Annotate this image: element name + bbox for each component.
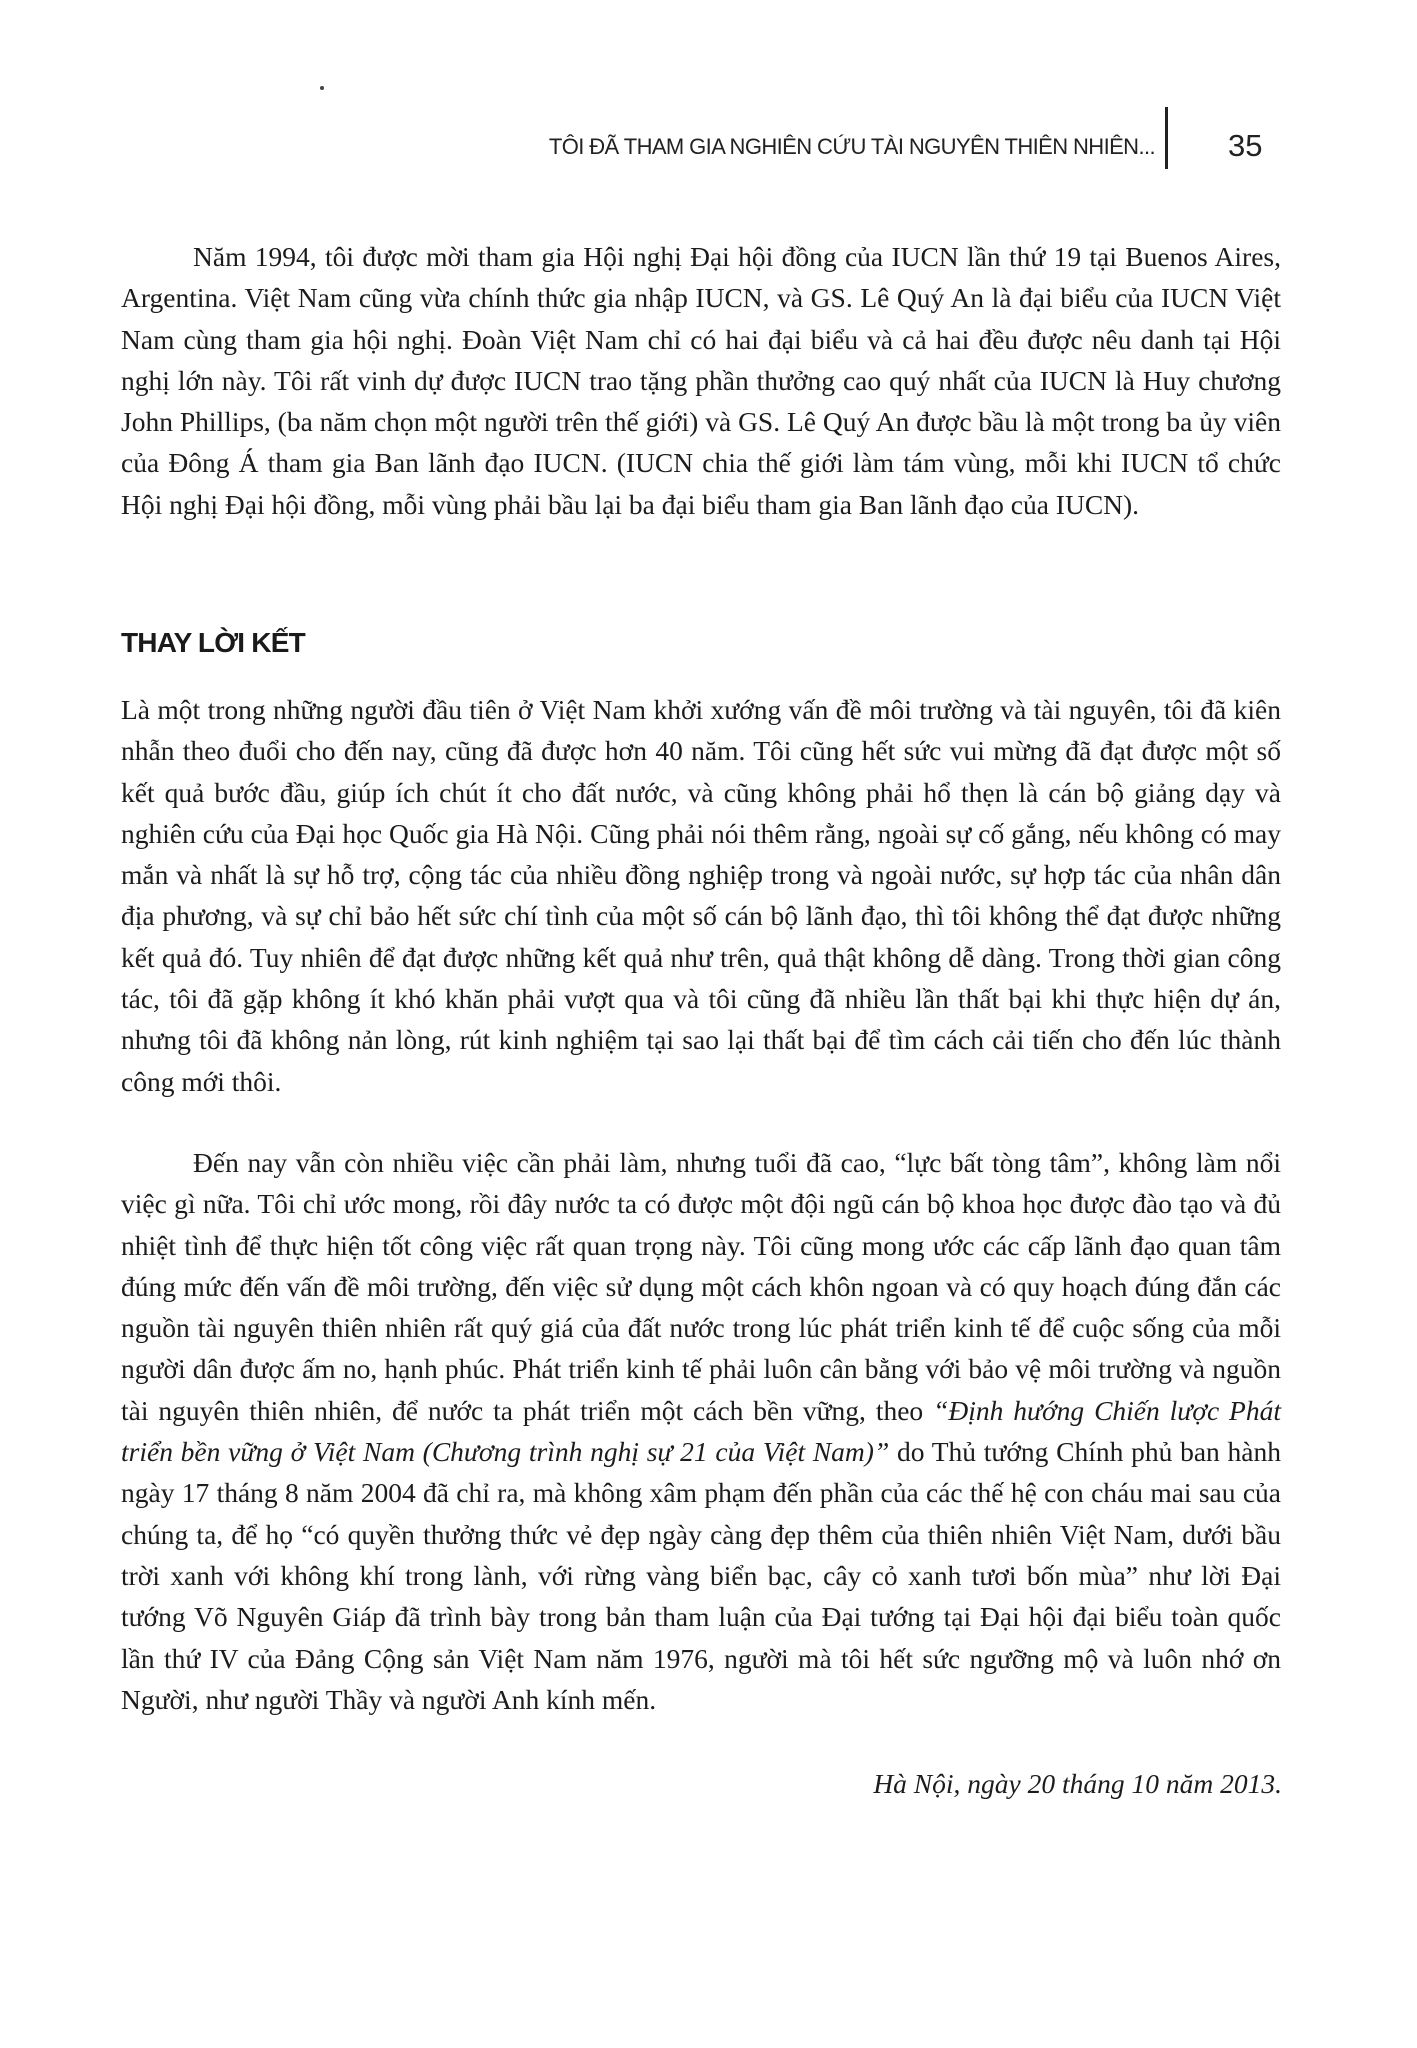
page-number: 35 <box>1228 128 1263 163</box>
paragraph-conclusion-1: Là một trong những người đầu tiên ở Việt Nam khởi xướng vấn đề môi trường và tài nguyên, tôi đã kiên nhẫn theo đuổi cho đến nay, cũng đã được hơn 40 năm. Tôi cũng hết sức vui mừng đã đạt được một số kết quả bước đầu, giúp ích chút ít cho đất nước, và cũng không phải hổ thẹn là cán bộ giảng dạy và nghiên cứu của Đại học Quốc gia Hà Nội. Cũng phải nói thêm rằng, ngoài sự cố gắng, nếu không có may mắn và nhất là sự hỗ trợ, cộng tác của nhiều đồng nghiệp trong và ngoài nước, sự hợp tác của nhân dân địa phương, và sự chỉ bảo hết sức chí tình của một số cán bộ lãnh đạo, thì tôi không thể đạt được những kết quả đó. Tuy nhiên để đạt được những kết quả như trên, quả thật không dễ dàng. Trong thời gian công tác, tôi đã gặp không ít khó khăn phải vượt qua và tôi cũng đã nhiều lần thất bại khi thực hiện dự án, nhưng tôi đã không nản lòng, rút kinh nghiệm tại sao lại thất bại để tìm cách cải tiến cho đến lúc thành công mới thôi. <box>121 694 1281 1097</box>
paragraph-text-end: do Thủ tướng Chính phủ ban hành ngày 17 tháng 8 năm 2004 đã chỉ ra, mà không xâm phạm đến phần của các thế hệ con cháu mai sau của chúng ta, để họ “có quyền thưởng thức vẻ đẹp ngày càng đẹp thêm của thiên nhiên Việt Nam, dưới bầu trời xanh với không khí trong lành, với rừng vàng biển bạc, cây cỏ xanh tươi bốn mùa” như lời Đại tướng Võ Nguyên Giáp đã trình bày trong bản tham luận của Đại tướng tại Đại hội đại biểu toàn quốc lần thứ IV của Đảng Cộng sản Việt Nam năm 1976, người mà tôi hết sức ngưỡng mộ và luôn nhớ ơn Người, như người Thầy và người Anh kính mến. <box>121 1436 1281 1715</box>
paragraph-iucn-1994: Năm 1994, tôi được mời tham gia Hội nghị Đại hội đồng của IUCN lần thứ 19 tại Buenos Aires, Argentina. Việt Nam cũng vừa chính thức gia nhập IUCN, và GS. Lê Quý An là đại biểu của IUCN Việt Nam cùng tham gia hội nghị. Đoàn Việt Nam chỉ có hai đại biểu và cả hai đều được nêu danh tại Hội nghị lớn này. Tôi rất vinh dự được IUCN trao tặng phần thưởng cao quý nhất của IUCN là Huy chương John Phillips, (ba năm chọn một người trên thế giới) và GS. Lê Quý An được bầu là một trong ba ủy viên của Đông Á tham gia Ban lãnh đạo IUCN. (IUCN chia thế giới làm tám vùng, mỗi khi IUCN tổ chức Hội nghị Đại hội đồng, mỗi vùng phải bầu lại ba đại biểu tham gia Ban lãnh đạo của IUCN). <box>121 241 1281 520</box>
place-date-signature: Hà Nội, ngày 20 tháng 10 năm 2013. <box>873 1768 1282 1799</box>
header-divider <box>1165 107 1168 169</box>
paragraph-conclusion-2 <box>121 1142 1281 1720</box>
strategy-title-italic: “Định hướng Chiến lược Phát triển bền vững ở Việt Nam (Chương trình nghị sự 21 của Việt Nam)” <box>121 1394 1281 1468</box>
print-speck <box>320 86 324 90</box>
section-heading: THAY LỜI KẾT <box>121 627 305 658</box>
running-header-title: TÔI ĐÃ THAM GIA NGHIÊN CỨU TÀI NGUYÊN THIÊN NHIÊN... <box>548 134 1155 159</box>
paragraph-text-start: Đến nay vẫn còn nhiều việc cần phải làm, nhưng tuổi đã cao, “lực bất tòng tâm”, không làm nổi việc gì nữa. Tôi chỉ ước mong, rồi đây nước ta có được một đội ngũ cán bộ khoa học được đào tạo và đủ nhiệt tình để thực hiện tốt công việc rất quan trọng này. Tôi cũng mong ước các cấp lãnh đạo quan tâm đúng mức đến vấn đề môi trường, đến việc sử dụng một cách khôn ngoan và có quy hoạch đúng đắn các nguồn tài nguyên thiên nhiên rất quý giá của đất nước trong lúc phát triển kinh tế để cuộc sống của mỗi người dân được ấm no, hạnh phúc. Phát triển kinh tế phải luôn cân bằng với bảo vệ môi trường và nguồn tài nguyên thiên nhiên, để nước ta phát triển một cách bền vững, theo <box>121 1147 1281 1426</box>
